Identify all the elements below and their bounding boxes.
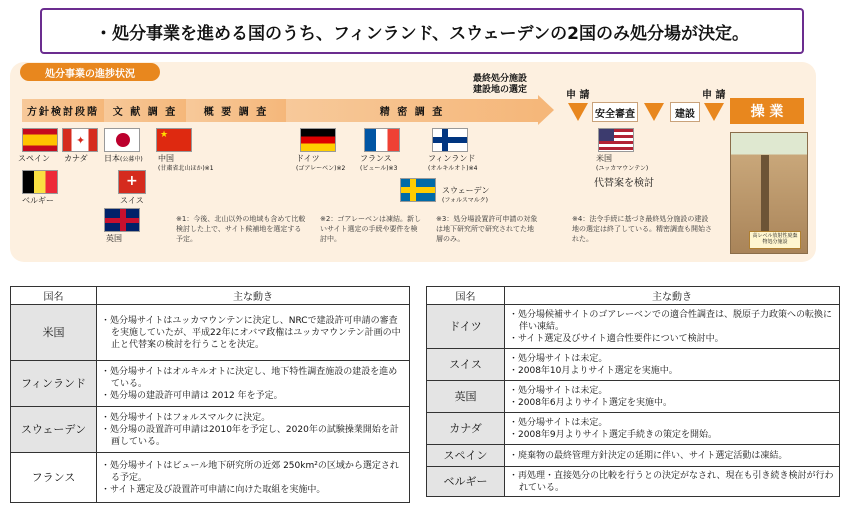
flag-germany-icon bbox=[300, 128, 336, 152]
movement-cell: ・ 処分場サイトはオルキルオトに決定し、地下特性調査施設の建設を進めている。 ・ 処分場の建設許可申請は 2012 年を予定。 bbox=[97, 361, 410, 407]
label-canada: カナダ bbox=[64, 154, 88, 163]
table-row bbox=[427, 305, 840, 349]
flag-japan-icon bbox=[104, 128, 140, 152]
illus-label: 高レベル放射性廃棄物処分施設 bbox=[749, 231, 801, 249]
label-sweden: スウェーデン (フォルスマルク) bbox=[442, 186, 490, 204]
country-cell: フランス bbox=[11, 453, 97, 503]
country-cell: スペイン bbox=[427, 445, 505, 467]
country-cell: 米国 bbox=[11, 305, 97, 361]
flag-finland-icon bbox=[432, 128, 468, 152]
flag-canada-icon: ✦ bbox=[62, 128, 98, 152]
label-china: 中国 (甘粛省北山ほか)※1 bbox=[158, 154, 214, 172]
header-movement: 主な動き bbox=[97, 287, 410, 305]
header-movement: 主な動き bbox=[505, 287, 840, 305]
movement-cell: ・ 処分場サイトは未定。 ・ 2008年6月よりサイト選定を実施中。 bbox=[505, 381, 840, 413]
label-switzerland: スイス bbox=[120, 196, 144, 205]
movement-cell: ・ 処分場サイトは未定。 ・ 2008年10月よりサイト選定を実施中。 bbox=[505, 349, 840, 381]
flag-sweden-icon bbox=[400, 178, 436, 202]
label-uk: 英国 bbox=[106, 234, 122, 243]
flag-uk-icon bbox=[104, 208, 140, 232]
construction-box: 建設 bbox=[670, 102, 700, 122]
label-japan: 日本(公募中) bbox=[104, 154, 143, 163]
country-cell: カナダ bbox=[427, 413, 505, 445]
header-country: 国名 bbox=[11, 287, 97, 305]
country-cell: ドイツ bbox=[427, 305, 505, 349]
down-arrow-icon bbox=[644, 103, 664, 121]
country-cell: スイス bbox=[427, 349, 505, 381]
final-site-line1: 最終処分施設 bbox=[472, 74, 527, 84]
note-2: ※2：ゴアレーベンは凍結。新しいサイト選定の手続や要件を検討中。 bbox=[320, 215, 422, 243]
table-row bbox=[11, 453, 410, 503]
table-row bbox=[11, 407, 410, 453]
alt-plan-label: 代替案を検討 bbox=[594, 178, 654, 189]
country-cell: スウェーデン bbox=[11, 407, 97, 453]
disposal-facility-illustration bbox=[730, 132, 808, 254]
flag-switzerland-icon: + bbox=[118, 170, 146, 194]
apply-label-2: 申 請 bbox=[702, 90, 726, 101]
final-site-label bbox=[460, 74, 540, 96]
label-belgium: ベルギー bbox=[22, 196, 54, 205]
headline: ・処分事業を進める国のうち、フィンランド、スウェーデンの2国のみ処分場が決定。 bbox=[40, 8, 804, 54]
table-row bbox=[427, 381, 840, 413]
final-site-line2: 建設地の選定 bbox=[472, 85, 527, 95]
down-arrow-icon bbox=[568, 103, 588, 121]
table-row bbox=[427, 413, 840, 445]
apply-label-1: 申 請 bbox=[566, 90, 590, 101]
label-germany: ドイツ (ゴアレーベン)※2 bbox=[296, 154, 346, 172]
right-country-table bbox=[426, 286, 840, 497]
note-4: ※4：法令手続に基づき最終処分施設の建設地の選定は終了している。精密調査も開始された。 bbox=[572, 215, 712, 243]
stage-detailed: 精 密 調 査 bbox=[286, 99, 538, 122]
safety-review-box: 安全審査 bbox=[592, 102, 638, 122]
operation-box: 操 業 bbox=[730, 98, 804, 124]
movement-cell: ・ 処分場サイトはビュール地下研究所の近郊 250km²の区域から選定される予定。 ・ サイト選定及び設置許可申請に向けた取組を実施中。 bbox=[97, 453, 410, 503]
country-cell: 英国 bbox=[427, 381, 505, 413]
note-1: ※1：今後、北山以外の地域も含めて比較検討した上で、サイト候補地を選定する予定。 bbox=[176, 215, 306, 243]
movement-cell: ・ 処分場サイトはユッカマウンテンに決定し、NRCで建設許可申請の審査を実施していたが、平成22年にオバマ政権はユッカマウンテン計画の中止と代替案の検討を行うことを決定。 bbox=[97, 305, 410, 361]
down-arrow-icon bbox=[704, 103, 724, 121]
movement-cell: ・ 処分場候補サイトのゴアレーベンでの適合性調査は、脱原子力政策への転換に伴い凍結。 ・ サイト選定及びサイト適合性要件について検討中。 bbox=[505, 305, 840, 349]
flag-belgium-icon bbox=[22, 170, 58, 194]
movement-cell: ・ 廃棄物の最終管理方針決定の延期に伴い、サイト選定活動は凍結。 bbox=[505, 445, 840, 467]
country-cell: フィンランド bbox=[11, 361, 97, 407]
shaft-icon bbox=[761, 155, 769, 235]
table-row bbox=[427, 467, 840, 497]
stage-outline: 概 要 調 査 bbox=[186, 99, 286, 122]
table-row bbox=[11, 305, 410, 361]
note-3: ※3：処分場設置許可申請の対象は地下研究所で研究されてた地層のみ。 bbox=[436, 215, 538, 243]
stage-arrow-icon bbox=[538, 95, 554, 125]
flag-spain-icon bbox=[22, 128, 58, 152]
label-france: フランス (ビュール)※3 bbox=[360, 154, 398, 172]
stage-policy: 方針検討段階 bbox=[22, 99, 104, 122]
flag-france-icon bbox=[364, 128, 400, 152]
table-row bbox=[427, 349, 840, 381]
flag-usa-icon bbox=[598, 128, 634, 152]
country-cell: ベルギー bbox=[427, 467, 505, 497]
stage-literature: 文 献 調 査 bbox=[104, 99, 186, 122]
label-spain: スペイン bbox=[18, 154, 50, 163]
label-usa: 米国 (ユッカマウンテン) bbox=[596, 154, 649, 172]
flag-china-icon: ★ bbox=[156, 128, 192, 152]
panel-tag: 処分事業の進捗状況 bbox=[20, 63, 160, 81]
movement-cell: ・ 処分場サイトは未定。 ・ 2008年9月よりサイト選定手続きの策定を開始。 bbox=[505, 413, 840, 445]
label-finland: フィンランド (オルキルオト)※4 bbox=[428, 154, 478, 172]
movement-cell: ・ 再処理・直接処分の比較を行うとの決定がなされ、現在も引き続き検討が行われている。 bbox=[505, 467, 840, 497]
table-row bbox=[427, 445, 840, 467]
table-row bbox=[11, 361, 410, 407]
movement-cell: ・ 処分場サイトはフォルスマルクに決定。 ・ 処分場の設置許可申請は2010年を予定し、2020年の試験操業開始を計画している。 bbox=[97, 407, 410, 453]
left-country-table bbox=[10, 286, 410, 503]
header-country: 国名 bbox=[427, 287, 505, 305]
